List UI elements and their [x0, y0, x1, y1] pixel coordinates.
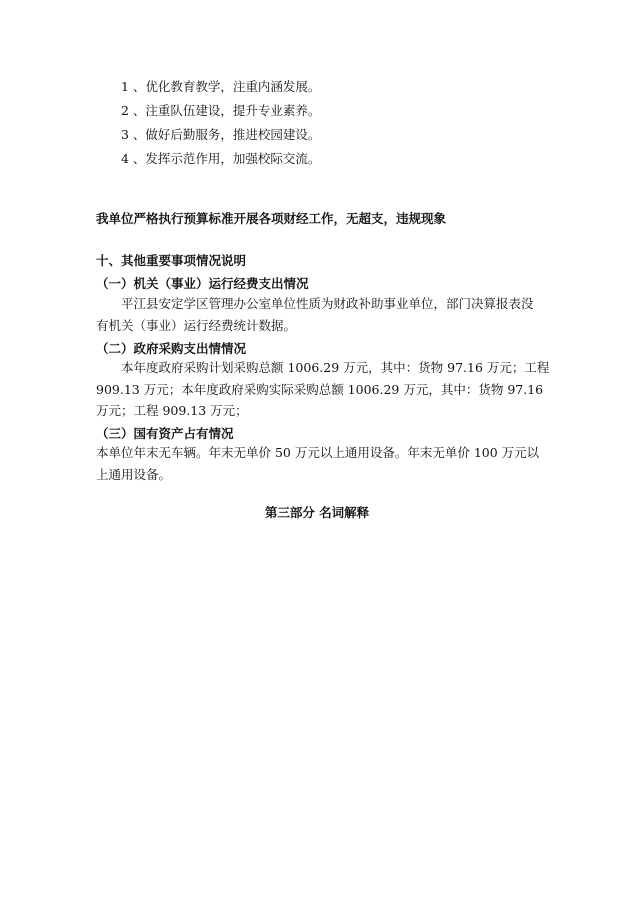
subsection-paragraph-2 — [96, 357, 550, 422]
list-item: 3 、做好后勤服务，推进校园建设。 — [121, 127, 321, 142]
list-item: 1 、优化教育教学，注重内涵发展。 — [121, 79, 321, 94]
paragraph-line: 本单位年末无车辆。年末无单价 50 万元以上通用设备。年末无单价 100 万元以 — [96, 445, 540, 460]
budget-statement: 我单位严格执行预算标准开展各项财经工作，无超支，违规现象 — [96, 211, 447, 226]
list-item: 4 、发挥示范作用，加强校际交流。 — [121, 151, 321, 166]
subsection-paragraph-3 — [96, 442, 546, 485]
subsection-heading-3: （三）国有资产占有情况 — [96, 426, 234, 441]
subsection-paragraph-1 — [96, 293, 546, 336]
part-three-title: 第三部分 名词解释 — [264, 505, 370, 520]
paragraph-line: 有机关（事业）运行经费统计数据。 — [96, 317, 297, 333]
paragraph-line: 本年度政府采购计划采购总额 1006.29 万元，其中：货物 97.16 万元；工程 — [121, 360, 550, 375]
paragraph-line: 上通用设备。 — [96, 466, 172, 482]
paragraph-line: 平江县安定学区管理办公室单位性质为财政补助事业单位，部门决算报表没 — [121, 296, 534, 311]
paragraph-line: 909.13 万元；本年度政府采购实际采购总额 1006.29 万元，其中：货物 97.16 — [96, 381, 544, 397]
section-ten-heading: 十、其他重要事项情况说明 — [96, 253, 247, 268]
list-item: 2 、注重队伍建设，提升专业素养。 — [121, 103, 321, 118]
measures-list — [121, 75, 320, 171]
subsection-heading-2: （二）政府采购支出情情况 — [96, 341, 247, 356]
subsection-heading-1: （一）机关（事业）运行经费支出情况 — [96, 276, 309, 291]
paragraph-line: 万元；工程 909.13 万元； — [96, 403, 248, 418]
